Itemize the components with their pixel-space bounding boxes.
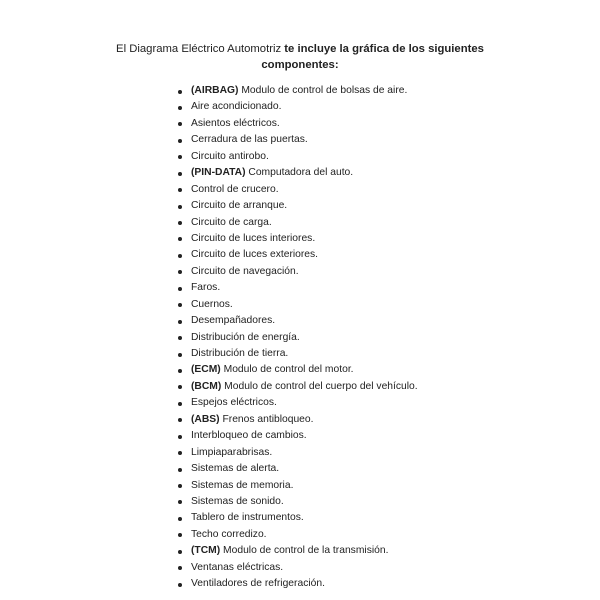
component-description: Cerradura de las puertas. <box>191 134 308 146</box>
bullet-icon <box>178 353 182 357</box>
component-description: Modulo de control de bolsas de aire. <box>238 85 408 96</box>
component-code: (AIRBAG) <box>191 85 239 96</box>
bullet-icon <box>178 583 182 587</box>
component-description: Frenos antibloqueo. <box>219 413 314 425</box>
component-description: Aire acondicionado. <box>191 101 282 113</box>
component-description: Modulo de control del motor. <box>220 364 354 376</box>
component-description: Sistemas de memoria. <box>191 479 294 491</box>
intro-normal-text: El Diagrama Eléctrico Automotriz <box>116 43 285 55</box>
component-description: Distribución de energía. <box>191 331 300 343</box>
component-code: (ABS) <box>191 413 220 425</box>
component-description: Interbloqueo de cambios. <box>191 430 307 442</box>
list-item <box>178 231 418 247</box>
bullet-icon <box>178 254 182 258</box>
list-item <box>178 198 418 214</box>
intro-bold-text: te incluye la gráfica de los siguientes <box>284 43 484 55</box>
component-description: Espejos eléctricos. <box>191 397 277 409</box>
list-item <box>178 478 418 494</box>
bullet-icon <box>178 188 182 192</box>
intro-paragraph <box>0 41 600 73</box>
bullet-icon <box>178 172 182 176</box>
list-item <box>178 510 418 526</box>
component-description: Tablero de instrumentos. <box>191 512 304 524</box>
component-description: Modulo de control de la transmisión. <box>220 545 389 557</box>
component-description: Circuito de arranque. <box>191 200 288 212</box>
list-item <box>178 247 418 263</box>
list-item <box>178 132 418 148</box>
list-item <box>178 445 418 461</box>
list-item <box>178 379 418 395</box>
list-item <box>178 215 418 231</box>
list-item <box>178 362 418 378</box>
component-description: Distribución de tierra. <box>191 348 289 359</box>
bullet-icon <box>178 320 182 324</box>
component-description: Ventiladores de refrigeración. <box>191 578 325 590</box>
list-item <box>178 182 418 198</box>
bullet-icon <box>178 155 182 159</box>
intro-line-1 <box>0 41 600 57</box>
bullet-icon <box>178 122 182 126</box>
list-item <box>178 346 418 362</box>
component-description: Desempañadores. <box>191 315 276 327</box>
component-description: Techo corredizo. <box>191 528 267 540</box>
component-code: (TCM) <box>191 545 221 557</box>
bullet-icon <box>178 369 182 373</box>
bullet-icon <box>178 237 182 241</box>
bullet-icon <box>178 221 182 225</box>
component-description: Circuito de navegación. <box>191 265 299 277</box>
component-description: Ventanas eléctricas. <box>191 561 284 573</box>
component-description: Circuito de carga. <box>191 216 272 228</box>
bullet-icon <box>178 303 182 307</box>
component-description: Circuito de luces interiores. <box>191 232 316 244</box>
list-item <box>178 149 418 165</box>
bullet-icon <box>178 451 182 455</box>
list-item <box>178 313 418 329</box>
component-description: Faros. <box>191 282 221 294</box>
component-description: Limpiaparabrisas. <box>191 446 273 458</box>
list-item <box>178 494 418 510</box>
list-item <box>178 165 418 181</box>
list-item <box>178 543 418 559</box>
list-item <box>178 83 418 99</box>
component-description: Sistemas de sonido. <box>191 495 284 507</box>
list-item <box>178 461 418 477</box>
bullet-icon <box>178 139 182 143</box>
list-item <box>178 297 418 313</box>
bullet-icon <box>178 270 182 274</box>
bullet-icon <box>178 550 182 554</box>
component-code: (ECM) <box>191 364 221 376</box>
component-description: Cuernos. <box>191 298 233 310</box>
list-item <box>178 330 418 346</box>
component-code: (PIN-DATA) <box>191 167 246 179</box>
bullet-icon <box>178 106 182 110</box>
list-item <box>178 280 418 296</box>
bullet-icon <box>178 402 182 406</box>
bullet-icon <box>178 533 182 537</box>
bullet-icon <box>178 468 182 472</box>
list-item <box>178 576 418 592</box>
list-item <box>178 99 418 115</box>
bullet-icon <box>178 435 182 439</box>
bullet-icon <box>178 484 182 488</box>
bullet-icon <box>178 336 182 340</box>
list-item <box>178 412 418 428</box>
list-item <box>178 395 418 411</box>
list-item <box>178 264 418 280</box>
component-code: (BCM) <box>191 380 222 392</box>
components-list <box>178 83 418 593</box>
component-description: Asientos eléctricos. <box>191 117 280 129</box>
bullet-icon <box>178 90 182 94</box>
bullet-icon <box>178 385 182 389</box>
bullet-icon <box>178 418 182 422</box>
bullet-icon <box>178 517 182 521</box>
bullet-icon <box>178 205 182 209</box>
component-description: Computadora del auto. <box>245 167 354 179</box>
bullet-icon <box>178 566 182 570</box>
component-description: Modulo de control del cuerpo del vehículo. <box>221 380 418 392</box>
list-item <box>178 116 418 132</box>
component-description: Sistemas de alerta. <box>191 463 280 475</box>
list-item <box>178 560 418 576</box>
list-item <box>178 428 418 444</box>
component-description: Control de crucero. <box>191 183 279 195</box>
component-description: Circuito antirobo. <box>191 150 269 162</box>
component-description: Circuito de luces exteriores. <box>191 249 319 261</box>
intro-line-2: componentes: <box>261 59 339 71</box>
list-item <box>178 527 418 543</box>
bullet-icon <box>178 500 182 504</box>
bullet-icon <box>178 287 182 291</box>
